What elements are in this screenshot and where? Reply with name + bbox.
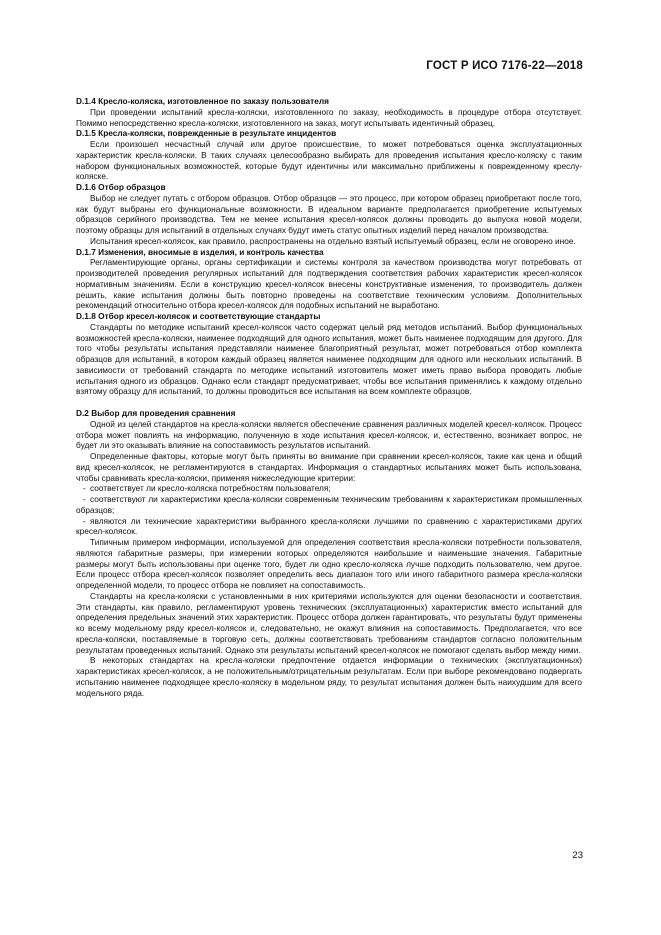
- section-heading: D.1.4 Кресло-коляска, изготовленное по заказу пользователя: [76, 96, 329, 106]
- list-item-text: соответствуют ли характеристики кресла-коляски современным техническим требованиям к характеристикам промышленных образцов;: [76, 494, 582, 515]
- criteria-list-item: [76, 494, 582, 516]
- section-heading: D.1.8 Отбор кресел-колясок и соответствующие стандарты: [76, 311, 321, 321]
- section-gap: [76, 397, 582, 408]
- criteria-list-item: [76, 516, 582, 538]
- page-number: 23: [572, 850, 583, 861]
- document-body: [76, 96, 582, 698]
- section-heading: D.1.7 Изменения, вносимые в изделия, и контроль качества: [76, 246, 324, 257]
- body-paragraph: Одной из целей стандартов на кресла-коляски является обеспечение сравнения различных моделей кресел-колясок. Процесс отбора может повлиять на информацию, полученную в ходе испытания кресел-колясок, и, естественно, возникает вопрос, не будет ли это оказывать влияние на сопоставимость результатов испытаний.: [76, 418, 582, 451]
- section-heading: D.1.5 Кресла-коляски, поврежденные в результате инцидентов: [76, 128, 337, 139]
- body-paragraph: Типичным примером информации, используемой для определения соответствия кресла-коляски потребности пользователя, являются габаритные размеры, при измерении которых определяются наибольшие и наименьшие значения. Габаритные размеры могут быть использованы при оценке того, будет ли одно кресло-коляска лучше подходить пользователю, чем другое. Если процесс отбора кресел-колясок позволяет определить весь диапазон того или иного габаритного размера кресла-коляски определенной модели, то процесс отбора не повлияет на сопоставимость.: [76, 537, 582, 590]
- body-paragraph: Определенные факторы, которые могут быть приняты во внимание при сравнении кресел-колясок, такие как цена и общий вид кресел-колясок, не регламентируются в стандартах. Информация о стандартных испытаниях может быть использована, чтобы сравнивать кресла-коляски, применяя нижеследующие критерии:: [76, 451, 582, 483]
- list-item-text: соответствует ли кресло-коляска потребностям пользователя;: [90, 483, 331, 494]
- body-paragraph: Стандарты на кресла-коляски с установленными в них критериями используются для оценки безопасности и соответствия. Эти стандарты, как правило, регламентируют уровень технических (эксплуатационных) характеристик вместо испытаний для определения предельных значений этих характеристик. Процесс отбора должен гарантировать, что результаты будут применены ко всему модельному ряду кресел-колясок и, следовательно, не окажут влияния на сопоставимость. Предполагается, что все кресла-коляски, поставляемые в торговую сеть, должны соответствовать требованиям стандартов согласно положительным результатам проведенных испытаний. Однако эти результаты испытаний кресел-колясок не помогают сделать выбор между ними.: [76, 590, 582, 655]
- section-heading: D.2 Выбор для проведения сравнения: [76, 408, 236, 418]
- body-paragraph: Выбор не следует путать с отбором образцов. Отбор образцов — это процесс, при котором образец приобретают после того, как будут выбраны его функциональные возможности. В идеальном варианте предполагается приобретение испытуемых образцов серийного производства. Тем не менее испытания кресел-колясок должны проводить до выпуска новой модели, поэтому образцы для испытаний в отдельных случаях будут иметь статус опытных изделий перед началом производства.: [76, 192, 582, 235]
- list-dash-marker: -: [76, 483, 86, 494]
- document-id-header: ГОСТ Р ИСО 7176-22—2018: [426, 60, 583, 72]
- body-paragraph: Стандарты по методике испытаний кресел-колясок часто содержат целый ряд методов испытаний. Выбор функциональных возможностей кресла-коляски, наименее подходящий для одного испытания, может быть наименее подходящим для другого. Для того чтобы результаты испытания представляли наименее благоприятный результат, может потребоваться отбор комплекта образцов для испытаний, в котором каждый образец является наименее подходящим для одного или нескольких испытаний. В зависимости от требований стандарта по методике испытаний изготовитель может иметь право выбора проводить любые испытания одного из образцов. Однако если стандарт предусматривает, чтобы все испытания применялись к каждому отдельно взятому образцу для испытаний, то должны проводиться все испытания на всем комплекте образцов.: [76, 321, 582, 397]
- body-paragraph: Испытания кресел-колясок, как правило, распространены на отдельно взятый испытуемый образец, если не оговорено иное.: [90, 235, 576, 246]
- body-paragraph: Если произошел несчастный случай или другое происшествие, то может потребоваться оценка эксплуатационных характеристик кресла-коляски. В таких случаях целесообразно выбирать для проведения испытания кресло-коляску с таким набором функциональных возможностей, которые будут идентичны или максимально приближены к поврежденному креслу-коляске.: [76, 139, 582, 182]
- body-paragraph: Регламентирующие органы, органы сертификации и системы контроля за качеством производства могут потребовать от производителей проведения регулярных испытаний для подтверждения соответствия рабочих характеристик кресел-колясок нормативным значениям. Если в конструкцию кресел-колясок внесены конструктивные изменения, то производитель должен решить, какие испытания должны быть повторно проведены на соответствие техническим условиям. Дополнительных рекомендаций относительно отбора кресел-колясок для подобных испытаний не выработано.: [76, 257, 582, 311]
- body-paragraph: В некоторых стандартах на кресла-коляски предпочтение отдается информации о технических (эксплуатационных) характеристиках кресел-колясок, а не положительным/отрицательным результатам. Если при выборе рекомендовано подвергать испытанию наименее подходящее кресло-коляску в модельном ряду, то результат испытания должен быть наихудшим для всего модельного ряда.: [76, 655, 582, 698]
- list-item-text: являются ли технические характеристики выбранного кресла-коляски лучшими по сравнению с характеристиками других кресел-колясок.: [76, 515, 582, 537]
- list-dash-marker: -: [76, 515, 86, 526]
- section-heading: D.1.6 Отбор образцов: [76, 182, 166, 192]
- criteria-list-item: [76, 483, 582, 494]
- list-dash-marker: -: [76, 494, 86, 504]
- body-paragraph: При проведении испытаний кресла-коляски, изготовленного по заказу, необходимость в процедуре отбора отсутствует. Помимо непосредственно кресла-коляски, изготовленного на заказ, могут испытывать идентичный образец.: [76, 106, 582, 128]
